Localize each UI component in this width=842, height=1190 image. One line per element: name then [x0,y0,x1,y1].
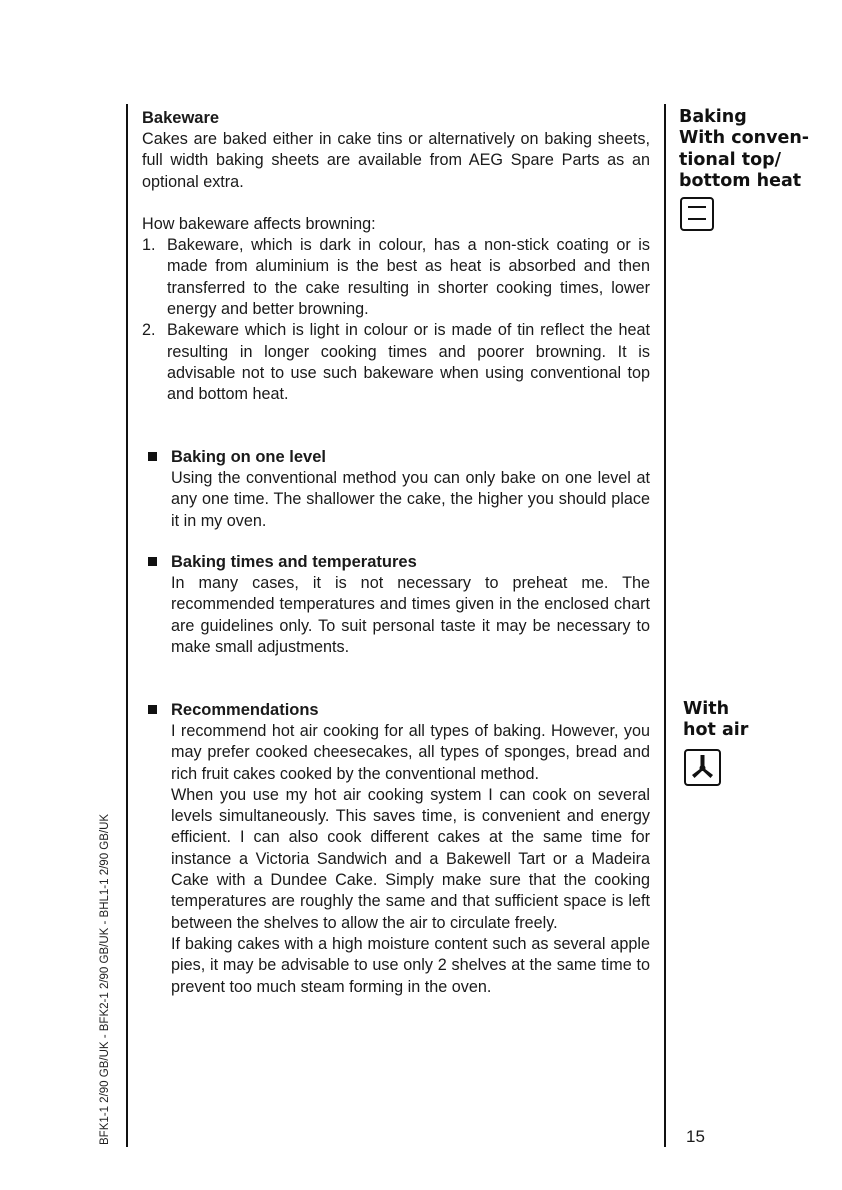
one-level-text: Using the conventional method you can only bake on one level at any one time. The shallower the cake, the higher you should place it in my oven. [171,469,650,530]
right-column-rule [664,104,666,1147]
list-text: Bakeware which is light in colour or is made of tin reflect the heat resulting in longer cooking times and poorer browning. It is advisable not to use such bakeware when using conventional top and bottom heat. [167,321,650,404]
browning-intro: How bakeware affects browning: [142,214,376,233]
sidebar-baking-heading [679,107,809,192]
times-temperatures-section [148,552,650,658]
recommendations-section [148,700,650,998]
sidebar-heading-line: With conven- [679,128,810,149]
recommendations-paragraph: If baking cakes with a high moisture content such as several apple pies, it may be advisable to use only 2 shelves at the same time to prevent too much steam forming in the oven. [171,934,650,996]
bullet-square-icon [148,705,157,714]
top-heat-bar [688,206,706,208]
left-margin-rule [126,104,128,1147]
times-text: In many cases, it is not necessary to preheat me. The recommended temperatures and times given in the enclosed chart are guidelines only. To suit personal taste it may be necessary to make small adjustments. [171,574,650,656]
sidebar-heading-line: With [683,699,730,719]
recommendations-paragraph: When you use my hot air cooking system I can cook on several levels simultaneously. This saves time, is convenient and energy efficient. I can also cook different cakes at the same time for instance a Victoria Sandwich and a Bakewell Tart or a Madeira Cake with a Dundee Cake. Simply make sure that the cooking temperatures are roughly the same and that sufficient space is left between the shelves to allow the air to circulate freely. [171,785,650,932]
browning-list [142,235,650,405]
bottom-heat-bar [688,218,706,220]
sidebar-heading-line: hot air [683,720,749,741]
list-item [142,320,650,405]
recommendations-heading: Recommendations [171,701,319,719]
times-heading: Baking times and temperatures [171,553,417,571]
recommendations-paragraph: I recommend hot air cooking for all types of baking. However, you may prefer cooked cheesecakes, all types of sponges, bread and rich fruit cakes cooked by the conventional method. [171,722,650,783]
bakeware-heading: Bakeware [142,109,220,127]
list-item [142,235,650,320]
bakeware-text: Cakes are baked either in cake tins or alternatively on baking sheets, full width baking sheets are available from AEG Spare Parts as an optional extra. [142,130,650,191]
list-number: 2. [142,321,156,340]
one-level-heading: Baking on one level [171,448,326,466]
fan-icon [686,751,719,784]
sidebar-heading-line: Baking [679,107,747,127]
sidebar-heading-line: bottom heat [679,170,802,191]
bullet-square-icon [148,557,157,566]
page-number: 15 [686,1127,705,1146]
list-number: 1. [142,236,156,255]
sidebar-heading-line: tional top/ [679,149,782,170]
document-code: BFK1-1 2/90 GB/UK - BFK2-1 2/90 GB/UK - BHL1-1 2/90 GB/UK [99,813,111,1145]
sidebar-hot-air-heading [683,699,748,742]
list-text: Bakeware, which is dark in colour, has a non-stick coating or is made from aluminium is the best as heat is absorbed and then transferred to the cake resulting in shorter cooking times, lower energy and better browning. [167,236,650,319]
one-level-section [148,447,650,532]
conventional-top-bottom-heat-icon [680,197,714,231]
bullet-square-icon [148,452,157,461]
bakeware-section [142,108,650,406]
fan-hot-air-icon [684,749,721,786]
